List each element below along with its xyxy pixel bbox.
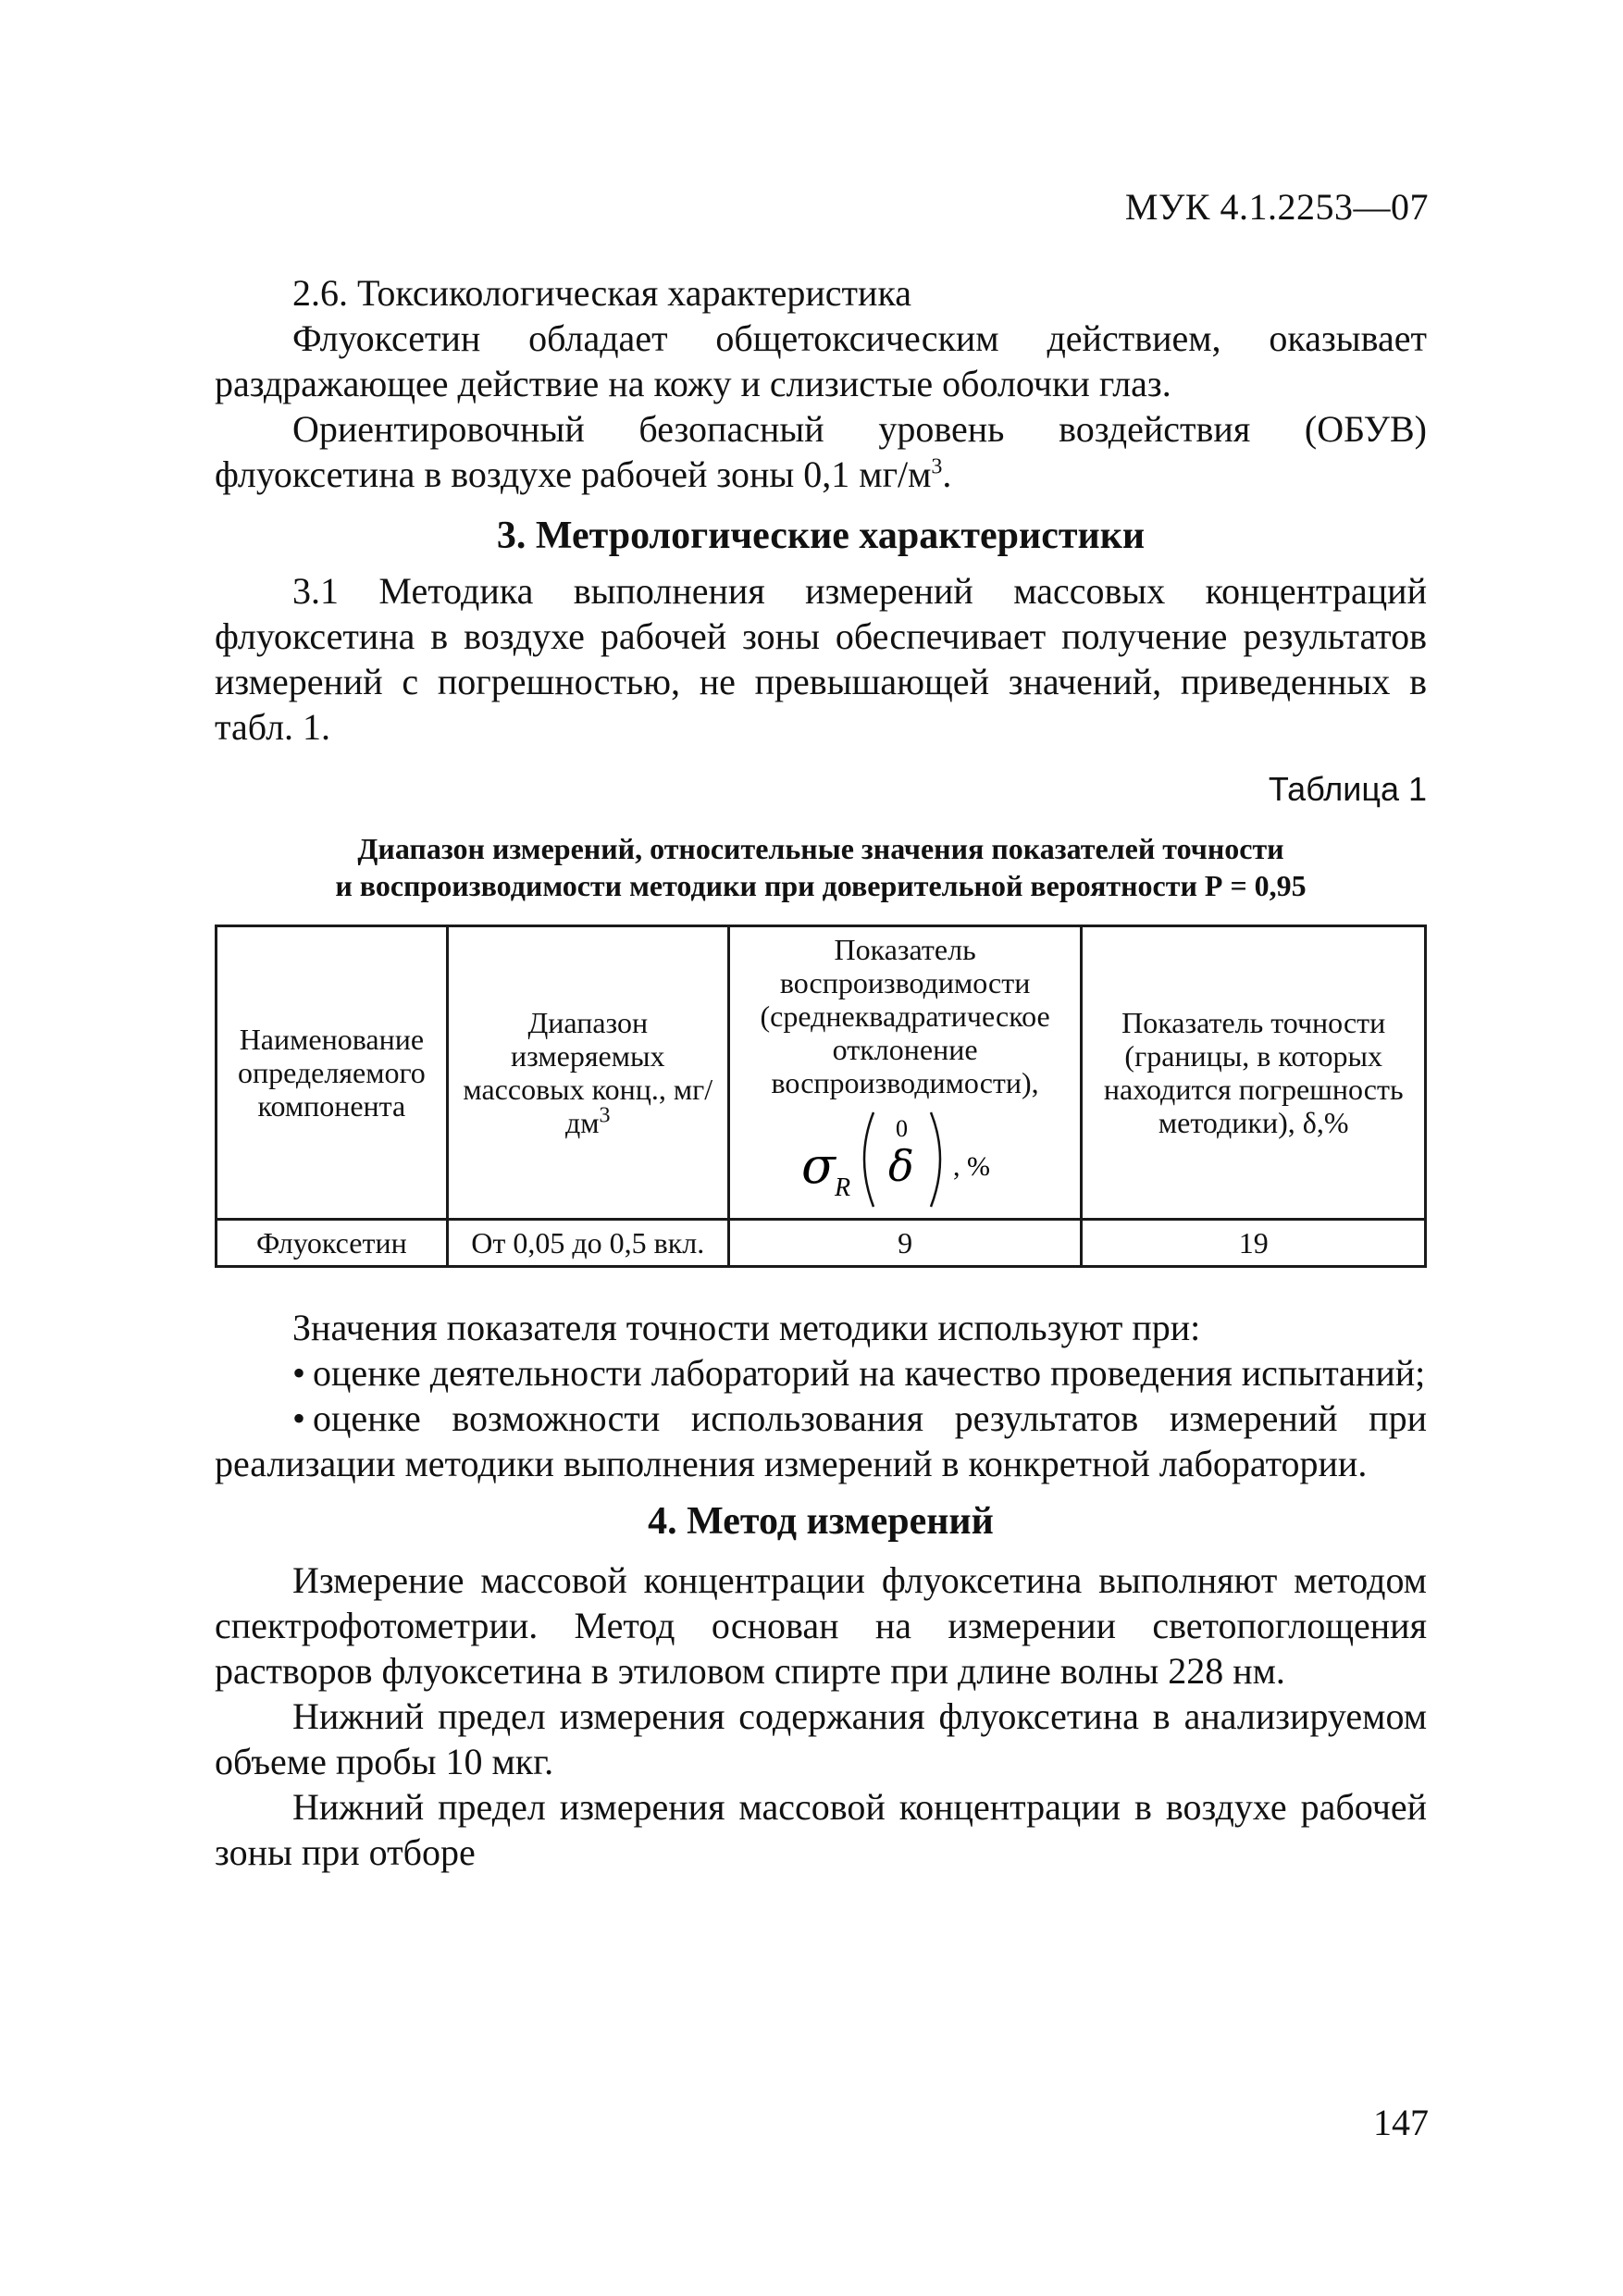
header-reproducibility bbox=[728, 926, 1082, 1220]
left-paren-icon bbox=[864, 1112, 873, 1207]
page-content bbox=[215, 270, 1427, 1875]
obuv-superscript: 3 bbox=[931, 454, 943, 479]
sigma-symbol: σ bbox=[801, 1136, 836, 1195]
usage-bullet-1: • оценке деятельности лабораторий на качество проведения испытаний; bbox=[215, 1350, 1427, 1396]
section-2-6-paragraph-2 bbox=[215, 406, 1427, 497]
metrology-table bbox=[215, 925, 1427, 1268]
header-range-superscript: 3 bbox=[599, 1103, 611, 1128]
table-label: Таблица 1 bbox=[1268, 770, 1427, 808]
section-4-paragraph-1: Измерение массовой концентрации флуоксетина выполняют методом спектрофотометрии. Метод основан на измерении светопоглощения растворов флуоксетина в этиловом спирте при длине волны 228 нм. bbox=[215, 1559, 1427, 1692]
header-range bbox=[447, 926, 728, 1220]
table-caption-line-2: и воспроизводимости методики при доверительной вероятности Р = 0,95 bbox=[335, 869, 1307, 902]
section-2-6-title: 2.6. Токсикологическая характеристика bbox=[292, 272, 912, 314]
right-paren-icon bbox=[931, 1112, 940, 1207]
formula-unit: , % bbox=[953, 1151, 991, 1182]
section-4-paragraph-2: Нижний предел измерения содержания флуоксетина в анализируемом объеме пробы 10 мкг. bbox=[215, 1695, 1427, 1782]
delta-top-mark: 0 bbox=[896, 1115, 909, 1142]
cell-accuracy: 19 bbox=[1082, 1220, 1426, 1267]
delta-symbol: δ bbox=[888, 1141, 914, 1191]
sigma-subscript: R bbox=[835, 1173, 851, 1202]
section-4-paragraph-3: Нижний предел измерения массовой концентрации в воздухе рабочей зоны при отборе bbox=[215, 1786, 1427, 1873]
sigma-formula bbox=[736, 1105, 1075, 1212]
table-caption-line-1: Диапазон измерений, относительные значения показателей точности bbox=[357, 832, 1284, 865]
section-3-paragraph-1: 3.1 Методика выполнения измерений массовых концентраций флуоксетина в воздухе рабочей зоны обеспечивает получение результатов измерений с погрешностью, не превышающей значений, приведенных в табл. 1. bbox=[215, 570, 1427, 748]
table-caption bbox=[215, 830, 1427, 904]
section-3-heading: 3. Метрологические характеристики bbox=[496, 515, 1146, 557]
usage-intro: Значения показателя точности методики используют при: bbox=[292, 1307, 1201, 1348]
section-4-heading: 4. Метод измерений bbox=[648, 1500, 994, 1543]
document-code: МУК 4.1.2253—07 bbox=[1124, 186, 1429, 228]
header-accuracy: Показатель точности (границы, в которых находится погрешность методики), δ,% bbox=[1082, 926, 1426, 1220]
cell-range: От 0,05 до 0,5 вкл. bbox=[447, 1220, 728, 1267]
header-component: Наименование определяемого компонента bbox=[217, 926, 448, 1220]
page-number: 147 bbox=[1373, 2102, 1429, 2143]
section-2-6-paragraph-1: Флуоксетин обладает общетоксическим действием, оказывает раздражающее действие на кожу и слизистые оболочки глаз. bbox=[215, 317, 1427, 404]
header-reproducibility-text: Показатель воспроизводимости (среднеквадратическое отклонение воспроизводимости), bbox=[760, 933, 1050, 1099]
cell-reproducibility: 9 bbox=[728, 1220, 1082, 1267]
sigma-formula-graphic bbox=[794, 1105, 1016, 1212]
cell-component: Флуоксетин bbox=[217, 1220, 448, 1267]
header-range-text: Диапазон измеряемых массовых конц., мг/дм bbox=[463, 1006, 713, 1139]
table-row bbox=[217, 1220, 1426, 1267]
obuv-period: . bbox=[942, 453, 952, 495]
table-header-row bbox=[217, 926, 1426, 1220]
usage-bullet-2: • оценке возможности использования результатов измерений при реализации методики выполнения измерений в конкретной лаборатории. bbox=[215, 1396, 1427, 1486]
obuv-text: Ориентировочный безопасный уровень воздействия (ОБУВ) флуоксетина в воздухе рабочей зоны 0,1 мг/м bbox=[215, 408, 1427, 495]
